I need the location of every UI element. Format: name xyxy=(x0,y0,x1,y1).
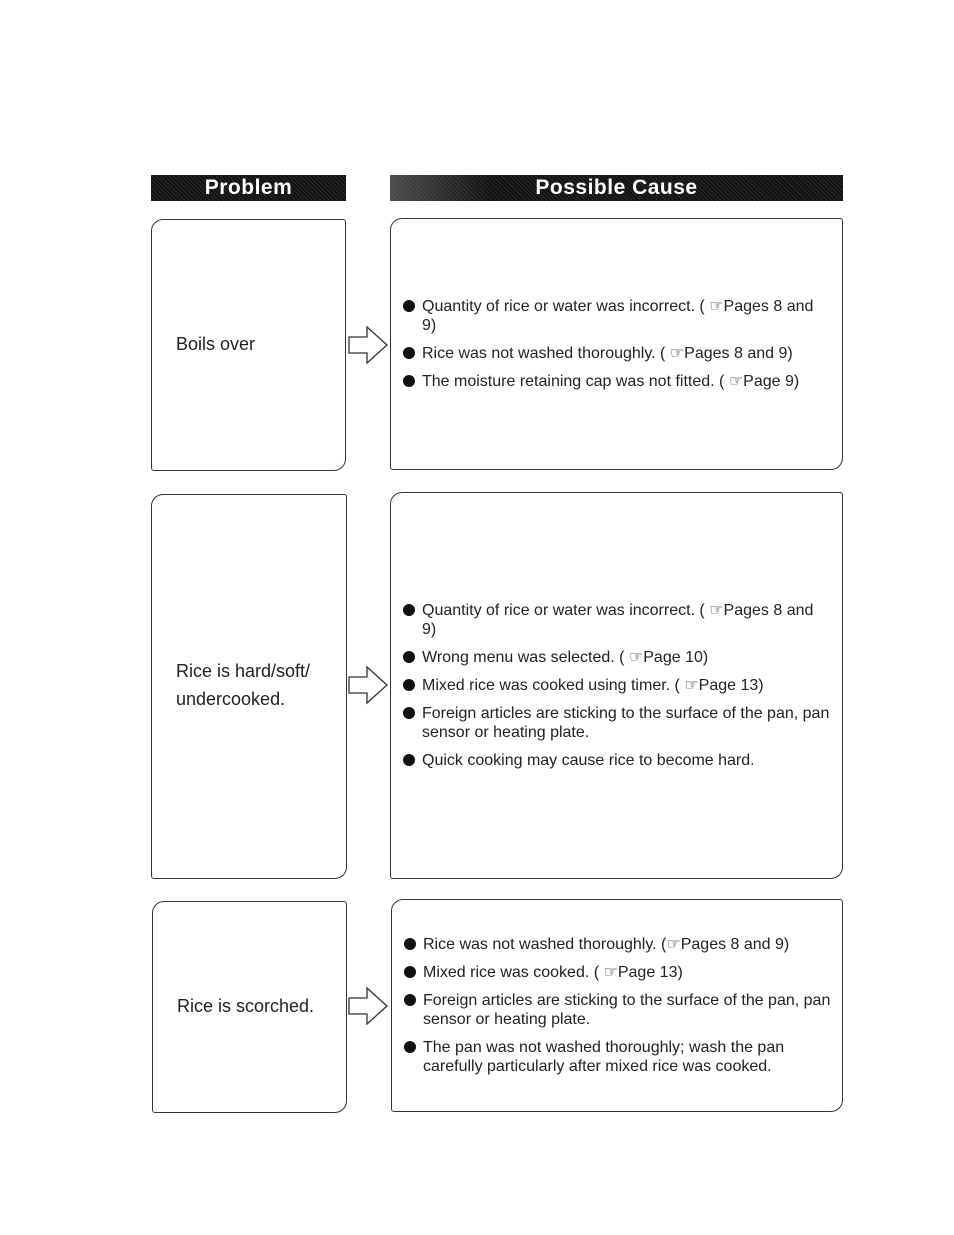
cause-box-boils-over xyxy=(390,218,843,470)
bullet-icon xyxy=(404,1041,416,1053)
bullet-icon xyxy=(403,347,415,359)
arrow-right-icon xyxy=(347,665,389,705)
bullet-icon xyxy=(403,707,415,719)
bullet-icon xyxy=(404,994,416,1006)
bullet-icon xyxy=(403,754,415,766)
possible-cause-header xyxy=(390,175,843,201)
bullet-icon xyxy=(403,604,415,616)
cause-item: Rice was not washed thoroughly. ( ☞Pages 8 and 9) xyxy=(403,344,832,363)
problem-header xyxy=(151,175,346,201)
cause-item: The moisture retaining cap was not fitted. ( ☞Page 9) xyxy=(403,372,832,391)
cause-item: Wrong menu was selected. ( ☞Page 10) xyxy=(403,648,832,667)
problem-header-label: Problem xyxy=(204,176,293,199)
bullet-icon xyxy=(404,966,416,978)
problem-box-boils-over xyxy=(151,219,346,471)
problem-label: Boils over xyxy=(176,334,256,354)
possible-cause-header-label: Possible Cause xyxy=(535,176,698,199)
bullet-icon xyxy=(403,679,415,691)
bullet-icon xyxy=(404,938,416,950)
bullet-icon xyxy=(403,300,415,312)
cause-list xyxy=(404,935,832,1085)
cause-list xyxy=(403,601,832,779)
cause-box-scorched xyxy=(391,899,843,1112)
arrow-right-icon xyxy=(347,986,389,1026)
problem-label: Rice is scorched. xyxy=(177,996,315,1016)
cause-item: Mixed rice was cooked. ( ☞Page 13) xyxy=(404,963,832,982)
problem-box-hard-soft xyxy=(151,494,347,879)
bullet-icon xyxy=(403,375,415,387)
cause-item: The pan was not washed thoroughly; wash the pan carefully particularly after mixed rice was cooked. xyxy=(404,1038,832,1076)
cause-item: Foreign articles are sticking to the surface of the pan, pan sensor or heating plate. xyxy=(404,991,832,1029)
bullet-icon xyxy=(403,651,415,663)
cause-list xyxy=(403,297,832,400)
cause-box-hard-soft xyxy=(390,492,843,879)
cause-item: Mixed rice was cooked using timer. ( ☞Page 13) xyxy=(403,676,832,695)
cause-item: Quantity of rice or water was incorrect. ( ☞Pages 8 and 9) xyxy=(403,297,832,335)
cause-item: Rice was not washed thoroughly. (☞Pages 8 and 9) xyxy=(404,935,832,954)
cause-item: Foreign articles are sticking to the surface of the pan, pan sensor or heating plate. xyxy=(403,704,832,742)
cause-item: Quantity of rice or water was incorrect. ( ☞Pages 8 and 9) xyxy=(403,601,832,639)
problem-box-scorched xyxy=(152,901,347,1113)
cause-item: Quick cooking may cause rice to become hard. xyxy=(403,751,832,770)
problem-label: Rice is hard/soft/ undercooked. xyxy=(176,661,311,709)
arrow-right-icon xyxy=(347,325,389,365)
